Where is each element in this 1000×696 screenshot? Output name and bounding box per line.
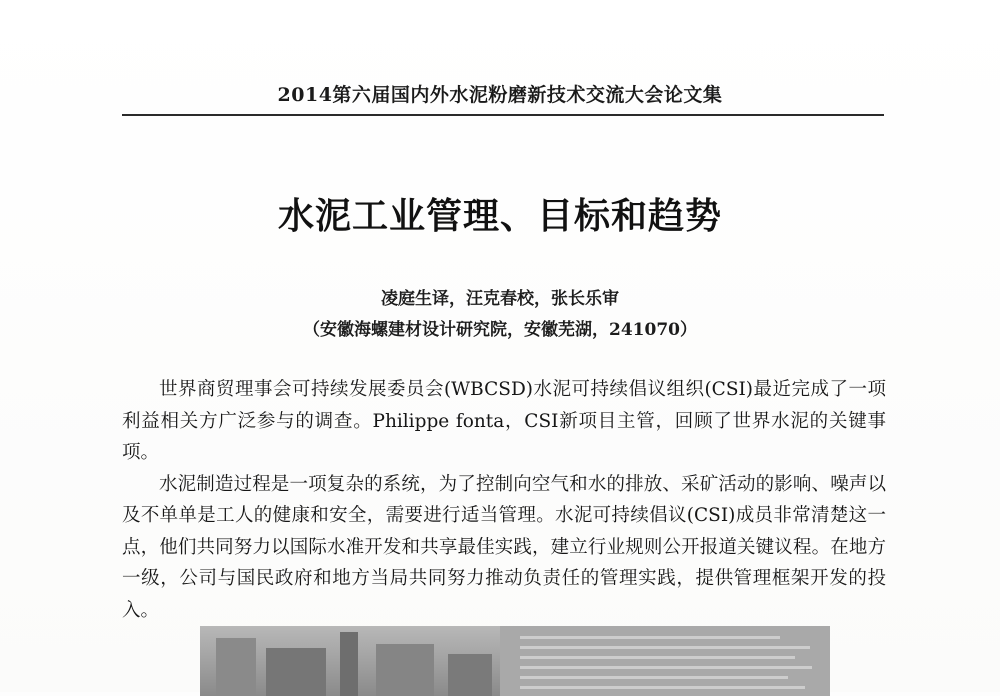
- cement-plant-photo: [200, 626, 500, 696]
- plant-building: [216, 638, 256, 696]
- plant-building: [376, 644, 434, 696]
- sidebar-text-line: [520, 656, 795, 659]
- sidebar-text-line: [520, 686, 805, 689]
- figure-sidebar-text-block: [500, 626, 830, 696]
- sidebar-text-line: [520, 676, 788, 679]
- running-header: 2014第六届国内外水泥粉磨新技术交流大会论文集: [277, 84, 723, 106]
- sidebar-text-line: [520, 636, 780, 639]
- sidebar-text-line: [520, 646, 810, 649]
- article-title: 水泥工业管理、目标和趋势: [277, 196, 722, 237]
- article-figure: [200, 626, 830, 696]
- plant-building: [448, 654, 492, 696]
- plant-building: [266, 648, 326, 696]
- article-body: [122, 374, 886, 626]
- author-line: 凌庭生译，汪克春校，张长乐审: [381, 289, 619, 309]
- body-paragraph-1: 世界商贸理事会可持续发展委员会(WBCSD)水泥可持续倡议组织(CSI)最近完成了一项利益相关方广泛参与的调查。Philippe fonta，CSI新项目主管，回顾了世界水泥的关键事项。: [122, 379, 886, 463]
- body-paragraph-2: 水泥制造过程是一项复杂的系统，为了控制向空气和水的排放、采矿活动的影响、噪声以及不单单是工人的健康和安全，需要进行适当管理。水泥可持续倡议(CSI)成员非常清楚这一点，他们共同努力以国际水准开发和共享最佳实践，建立行业规则公开报道关键议程。在地方一级，公司与国民政府和地方当局共同努力推动负责任的管理实践，提供管理框架开发的投入。: [122, 473, 886, 621]
- affiliation-line: （安徽海螺建材设计研究院，安徽芜湖，241070）: [303, 320, 697, 340]
- sidebar-text-line: [520, 666, 812, 669]
- header-rule: [122, 114, 884, 116]
- plant-chimney: [340, 632, 358, 696]
